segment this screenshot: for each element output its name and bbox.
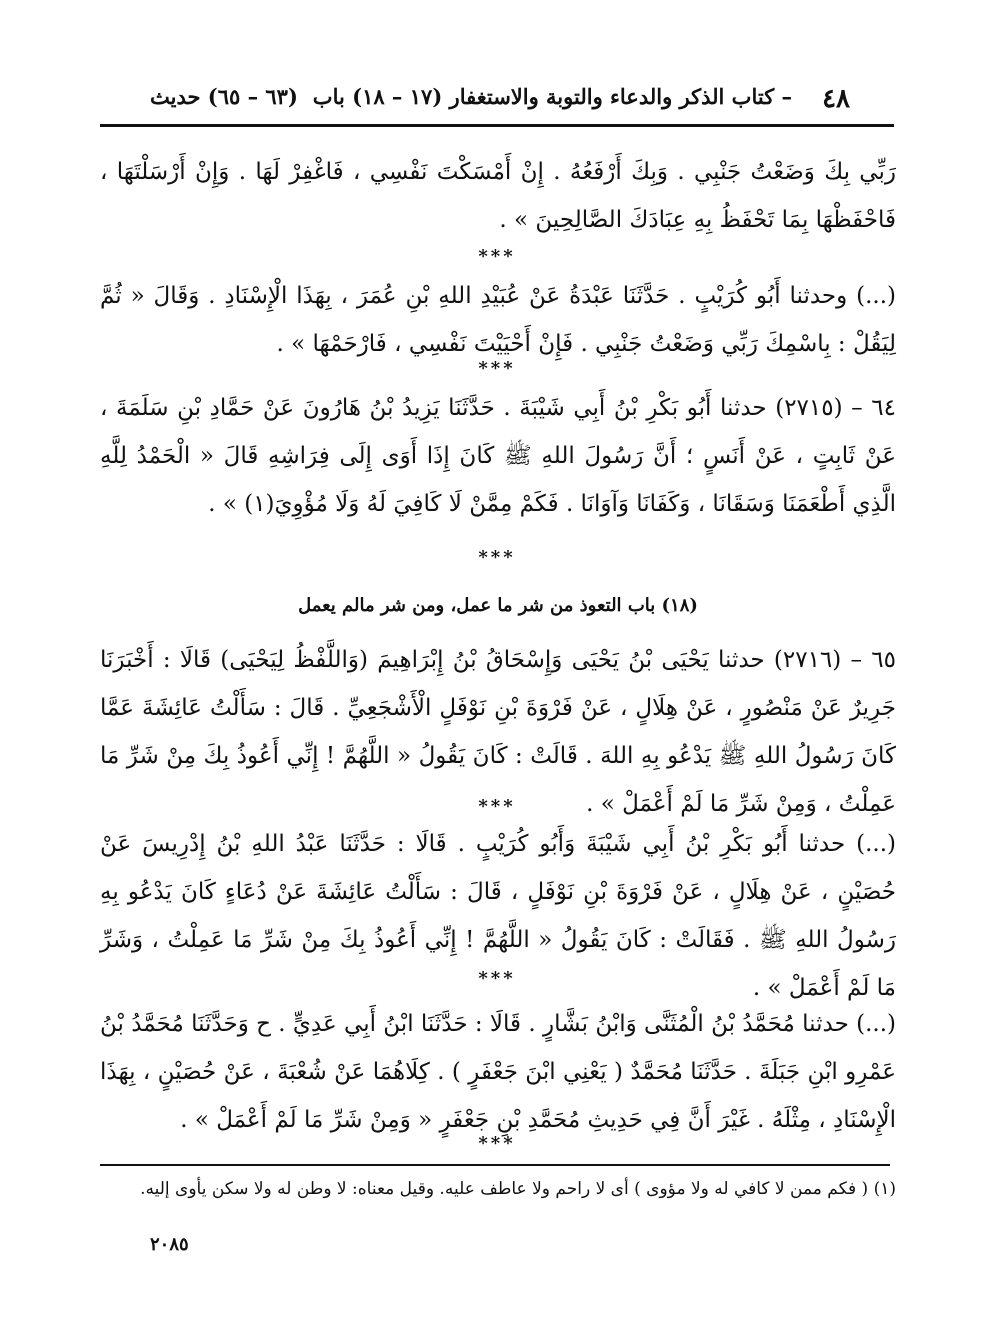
- paragraph-3: ٦٤ – (٢٧١٥) حدثنا أَبُو بَكْرِ بْنُ أَبِي شَيْبَةَ . حَدَّثَنَا يَزِيدُ بْنُ هَارُونَ عَنْ حَمَّادِ بْنِ سَلَمَةَ ، عَنْ ثَابِتٍ ، عَنْ أَنَسٍ ؛ أَنَّ رَسُولَ اللهِ ﷺ كَانَ إِذَا أَوَى إِلَى فِرَاشِهِ قَالَ « الْحَمْدُ لِلَّهِ الَّذِي أَطْعَمَنَا وَسَقَانَا ، وَكَفَانَا وَآوَانَا . فَكَمْ مِمَّنْ لَا كَافِيَ لَهُ وَلَا مُؤْوِيَ(١) » .: [100, 395, 896, 517]
- paragraph-1: رَبِّي بِكَ وَضَعْتُ جَنْبِي . وَبِكَ أَرْفَعُهُ . إِنْ أَمْسَكْتَ نَفْسِي ، فَاغْفِرْ لَهَا . وَإِنْ أَرْسَلْتَهَا ، فَاحْفَظْهَا بِمَا تَحْفَظُ بِهِ عِبَادَكَ الصَّالِحِينَ » .: [100, 159, 896, 233]
- header-page-number: ٤٨: [822, 84, 850, 114]
- footnote-divider: [100, 1164, 890, 1166]
- separator-stars: ***: [478, 796, 516, 817]
- page-header: [150, 84, 850, 118]
- separator-stars: ***: [478, 968, 516, 989]
- paragraph-2: (...) وحدثنا أَبُو كُرَيْبٍ . حَدَّثَنَا عَبْدَةُ عَنْ عُبَيْدِ اللهِ بْنِ عُمَرَ ، بِهَذَا الْإِسْنَادِ . وَقَالَ « ثُمَّ لِيَقُلْ : بِاسْمِكَ رَبِّي وَضَعْتُ جَنْبِي . فَإِنْ أَحْيَيْتَ نَفْسِي ، فَارْحَمْهَا » .: [100, 283, 896, 357]
- chapter-heading: (١٨) باب التعوذ من شر ما عمل، ومن شر مالم يعمل: [298, 595, 698, 616]
- separator-stars: ***: [478, 1133, 516, 1154]
- separator-stars: ***: [478, 547, 516, 568]
- paragraph-4: ٦٥ – (٢٧١٦) حدثنا يَحْيَى بْنُ يَحْيَى وَإِسْحَاقُ بْنُ إِبْرَاهِيمَ (وَاللَّفْظُ لِيَحْيَى) قَالَا : أَخْبَرَنَا جَرِيرٌ عَنْ مَنْصُورٍ ، عَنْ هِلَالٍ ، عَنْ فَرْوَةَ بْنِ نَوْفَلٍ الْأَشْجَعِيِّ . قَالَ : سَأَلْتُ عَائِشَةَ عَمَّا كَانَ رَسُولُ اللهِ ﷺ يَدْعُو بِهِ اللهَ . قَالَتْ : كَانَ يَقُولُ « اللَّهُمَّ ! إِنِّي أَعُوذُ بِكَ مِنْ شَرِّ مَا عَمِلْتُ ، وَمِنْ شَرِّ مَا لَمْ أَعْمَلْ » .: [100, 647, 896, 817]
- header-title: – كتاب الذكر والدعاء والتوبة والاستغفار (١٧ – ١٨) باب: [312, 84, 792, 109]
- paragraph-6: (...) حدثنا مُحَمَّدُ بْنُ الْمُثَنَّى وَابْنُ بَشَّارٍ . قَالَا : حَدَّثَنَا ابْنُ أَبِي عَدِيٍّ . ح وَحَدَّثَنَا مُحَمَّدُ بْنُ عَمْرِو ابْنِ جَبَلَةَ . حَدَّثَنَا مُحَمَّدٌ ( يَعْنِي ابْنَ جَعْفَرٍ ) . كِلَاهُمَا عَنْ شُعْبَةَ ، عَنْ حُصَيْنٍ ، بِهَذَا الْإِسْنَادِ ، مِثْلَهُ . غَيْرَ أَنَّ فِي حَدِيثِ مُحَمَّدِ بْنِ جَعْفَرٍ « وَمِنْ شَرِّ مَا لَمْ أَعْمَلْ » .: [100, 1011, 896, 1133]
- separator-stars: ***: [478, 246, 516, 267]
- page-footer-number: ٢٠٨٥: [150, 1234, 189, 1255]
- separator-stars: ***: [478, 358, 516, 379]
- header-divider: [100, 124, 894, 127]
- header-hadith-range: (٦٣ – ٦٥) حديث: [150, 84, 298, 109]
- footnote: (١) ( فكم ممن لا كافي له ولا مؤوى ) أى لا راحم ولا عاطف عليه. وقيل معناه: لا وطن له ولا سكن يأوى إليه.: [140, 1179, 896, 1199]
- paragraph-5: (...) حدثنا أَبُو بَكْرِ بْنُ أَبِي شَيْبَةَ وَأَبُو كُرَيْبٍ . قَالَا : حَدَّثَنَا عَبْدُ اللهِ بْنُ إِدْرِيسَ عَنْ حُصَيْنٍ ، عَنْ هِلَالٍ ، عَنْ فَرْوَةَ بْنِ نَوْفَلٍ ، قَالَ : سَأَلْتُ عَائِشَةَ عَنْ دُعَاءٍ كَانَ يَدْعُو بِهِ رَسُولُ اللهِ ﷺ . فَقَالَتْ : كَانَ يَقُولُ « اللَّهُمَّ ! إِنِّي أَعُوذُ بِكَ مِنْ شَرِّ مَا عَمِلْتُ ، وَشَرِّ مَا لَمْ أَعْمَلْ » .: [100, 831, 896, 1001]
